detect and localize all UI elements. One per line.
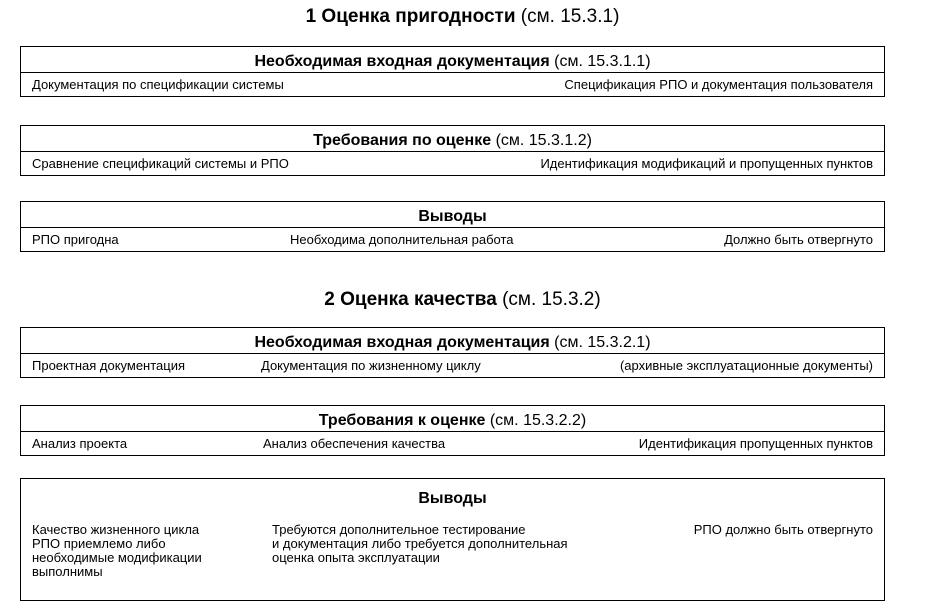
section2-docs-box — [20, 327, 885, 378]
section2-docs-reference: (см. 15.3.2.1) — [554, 334, 651, 351]
section1-conclusions-item-rejected: Должно быть отвергнуто — [724, 232, 873, 247]
section2-conclusions-title-text: Выводы — [418, 490, 487, 507]
section2-title: 2 Оценка качества — [324, 289, 497, 310]
section1-title: 1 Оценка пригодности — [305, 6, 516, 27]
section2-requirements-item-identify: Идентификация пропущенных пунктов — [638, 436, 873, 451]
section1-conclusions-title — [21, 207, 884, 226]
section2-docs-divider — [21, 353, 884, 354]
section2-conclusions-item-rejected: РПО должно быть отвергнуто — [693, 522, 873, 537]
section2-conclusions-item-acceptable: Качество жизненного цикла РПО приемлемо либо необходимые модификации выполнимы — [32, 522, 202, 579]
section2-requirements-title-text: Требования к оценке — [318, 412, 486, 429]
section1-requirements-title-text: Требования по оценке — [313, 132, 492, 149]
section2-requirements-box — [20, 405, 885, 456]
section2-docs-item-archive: (архивные эксплуатационные документы) — [619, 358, 873, 373]
section1-docs-divider — [21, 72, 884, 73]
section2-requirements-item-qa-analysis: Анализ обеспечения качества — [263, 436, 446, 451]
section1-heading — [0, 6, 925, 28]
section1-docs-title — [21, 52, 884, 71]
section2-requirements-title — [21, 411, 884, 430]
section1-docs-item-system-spec: Документация по спецификации системы — [32, 77, 284, 92]
section2-requirements-reference: (см. 15.3.2.2) — [489, 412, 587, 429]
section1-requirements-reference: (см. 15.3.1.2) — [495, 132, 592, 149]
section2-heading — [0, 289, 925, 311]
section1-requirements-item-compare: Сравнение спецификаций системы и РПО — [32, 156, 289, 171]
section1-docs-reference: (см. 15.3.1.1) — [554, 53, 651, 70]
section2-docs-item-design: Проектная документация — [32, 358, 186, 373]
section1-requirements-item-identify: Идентификация модификаций и пропущенных пунктов — [540, 156, 873, 171]
section2-docs-title-text: Необходимая входная документация — [254, 334, 550, 351]
section1-docs-box — [20, 46, 885, 97]
section2-requirements-item-design-analysis: Анализ проекта — [32, 436, 128, 451]
section2-docs-item-lifecycle: Документация по жизненному циклу — [261, 358, 481, 373]
section2-requirements-divider — [21, 431, 884, 432]
section1-docs-title-text: Необходимая входная документация — [254, 53, 550, 70]
section2-conclusions-box — [20, 478, 885, 601]
section2-conclusions-item-more-testing: Требуются дополнительное тестирование и документация либо требуется дополнительная оценка опыта эксплуатации — [272, 522, 568, 565]
section1-requirements-title — [21, 131, 884, 150]
section1-conclusions-item-suitable: РПО пригодна — [32, 232, 119, 247]
section1-requirements-box — [20, 125, 885, 176]
section2-reference: (см. 15.3.2) — [502, 289, 601, 310]
section1-reference: (см. 15.3.1) — [520, 6, 620, 27]
section1-requirements-divider — [21, 151, 884, 152]
section1-conclusions-divider — [21, 227, 884, 228]
section1-conclusions-title-text: Выводы — [418, 208, 487, 225]
section2-conclusions-title — [21, 489, 884, 508]
section1-docs-item-rpo-spec: Спецификация РПО и документация пользователя — [564, 77, 873, 92]
section1-conclusions-box — [20, 201, 885, 252]
section1-conclusions-item-more-work: Необходима дополнительная работа — [290, 232, 514, 247]
section2-docs-title — [21, 333, 884, 352]
